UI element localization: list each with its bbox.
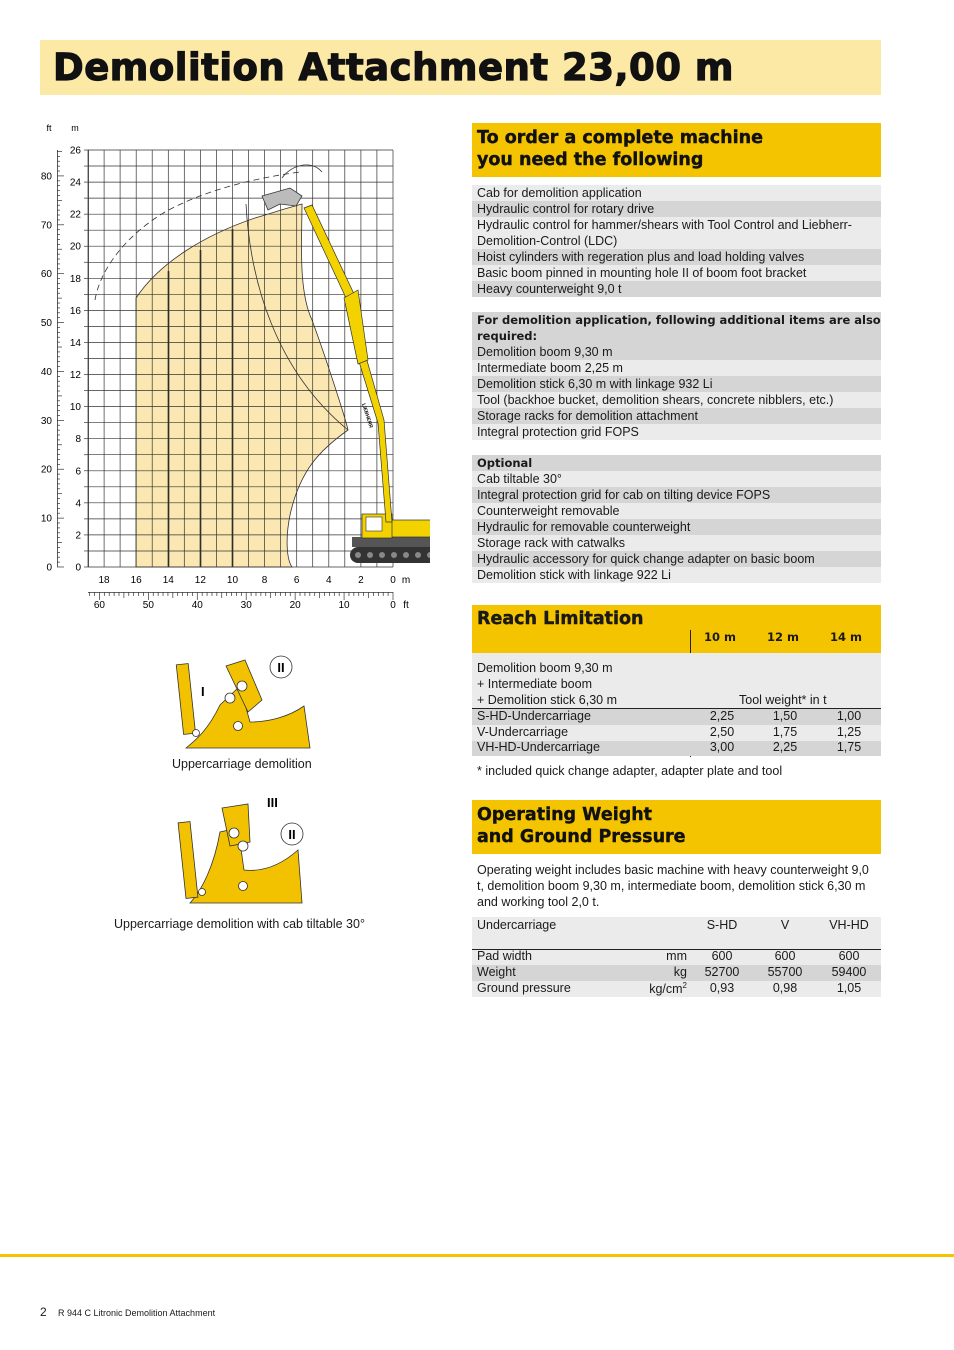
operating-value: 0,98 — [772, 981, 798, 995]
x-m-tick-label: 18 — [98, 575, 110, 586]
list-item: Demolition stick 6,30 m with linkage 932 Li — [472, 376, 881, 392]
x-m-tick-label: 10 — [226, 575, 239, 586]
x-m-tick-label: 0 — [390, 575, 396, 586]
reach-value: 2,25 — [772, 740, 798, 754]
list-item: Cab for demolition application — [472, 185, 881, 201]
x-ft-tick-label: 50 — [142, 600, 154, 611]
footer-rule — [0, 1254, 954, 1257]
reach-row-label: VH-HD-Undercarriage — [477, 740, 600, 754]
operating-header-label: Undercarriage — [477, 918, 557, 932]
operating-heading-line2: and Ground Pressure — [477, 827, 686, 847]
x-ft-tick-label: 40 — [191, 600, 203, 611]
x-m-tick-label: 2 — [358, 575, 364, 586]
list-item: Storage racks for demolition attachment — [472, 408, 881, 424]
operating-description: Operating weight includes basic machine with heavy counterweight 9,0 t, demolition boom 9,30 m, intermediate boom, demolition stick 6,30 m and working tool 2,0 t. — [477, 863, 869, 909]
list-item: Demolition boom 9,30 m — [472, 344, 881, 360]
reach-value: 1,25 — [836, 725, 862, 739]
operating-row-label: Ground pressure — [477, 981, 571, 995]
list-item: Hydraulic control for hammer/shears with Tool Control and Liebherr-Demolition-Control (LDC) — [472, 217, 881, 249]
y-m-tick-label: 24 — [69, 177, 81, 189]
pin-II — [237, 681, 247, 691]
y-ft-tick-label: 60 — [40, 269, 52, 281]
pin-II — [238, 841, 248, 851]
list-item: Cab tiltable 30° — [472, 471, 881, 487]
uppercarriage — [388, 520, 430, 537]
y-m-tick-label: 14 — [69, 337, 81, 349]
operating-value: 600 — [774, 949, 796, 963]
title-band — [40, 40, 881, 95]
operating-row-unit: kg — [673, 965, 687, 979]
undercarriage — [352, 537, 430, 547]
additional-list — [472, 312, 881, 440]
y-ft-tick-label: 40 — [40, 366, 52, 378]
operating-row-label: Weight — [477, 965, 516, 979]
y-ft-tick-label: 10 — [40, 513, 52, 525]
operating-row-unit: mm — [666, 949, 687, 963]
operating-row-unit: kg/cm — [649, 982, 683, 997]
x-ft-labels — [94, 600, 396, 611]
list-item: Storage rack with catwalks — [472, 535, 881, 551]
operating-col-header: V — [780, 918, 790, 932]
operating-col-header: VH-HD — [829, 918, 869, 932]
reach-value: 1,50 — [772, 709, 798, 723]
list-item: Tool (backhoe bucket, demolition shears, concrete nibblers, etc.) — [472, 392, 881, 408]
y-ft-tick-label: 0 — [46, 562, 52, 574]
working-range-diagram — [30, 115, 430, 615]
top-arc — [282, 165, 322, 178]
pin-I — [225, 693, 235, 703]
y-m-tick-label: 26 — [69, 145, 81, 157]
operating-heading — [472, 800, 881, 848]
y-ft-labels — [41, 171, 53, 573]
list-item: Hoist cylinders with regeration plus and load holding valves — [472, 249, 881, 265]
list-item: Counterweight removable — [472, 503, 881, 519]
x-m-tick-label: 12 — [194, 575, 206, 586]
reach-col-14: 14 m — [830, 630, 862, 644]
list-item: Hydraulic control for rotary drive — [472, 201, 881, 217]
y-m-tick-label: 8 — [75, 434, 81, 446]
reach-value: 1,75 — [836, 740, 862, 754]
order-heading-line1: To order a complete machine — [477, 128, 763, 148]
list-item: Integral protection grid for cab on tilting device FOPS — [472, 487, 881, 503]
operating-value: 1,05 — [836, 981, 862, 995]
list-item: Intermediate boom 2,25 m — [472, 360, 881, 376]
cab-window — [366, 517, 382, 531]
reach-value: 2,50 — [709, 725, 735, 739]
list-item: Hydraulic accessory for quick change adapter on basic boom — [472, 551, 881, 567]
pin-lower — [234, 722, 243, 731]
order-heading — [472, 123, 881, 171]
label-II: II — [288, 827, 296, 842]
label-II: II — [277, 660, 285, 675]
reach-value: 1,75 — [772, 725, 798, 739]
arm-piece — [178, 822, 198, 899]
x-ft-tick-label: 0 — [390, 600, 396, 611]
y-ft-tick-label: 70 — [40, 220, 52, 232]
operating-row-unit-sup: 2 — [682, 981, 687, 990]
pin-lower — [239, 882, 248, 891]
additional-heading: For demolition application, following additional items are also required: — [472, 312, 881, 344]
y-ft-tick-label: 30 — [40, 415, 52, 427]
reach-config-line2: + Intermediate boom — [477, 677, 592, 691]
x-m-unit: m — [401, 575, 411, 586]
operating-value: 600 — [711, 949, 733, 963]
list-item: Basic boom pinned in mounting hole II of boom foot bracket — [472, 265, 881, 281]
list-item: Hydraulic for removable counterweight — [472, 519, 881, 535]
y-m-tick-label: 22 — [69, 209, 81, 221]
page-title: Demolition Attachment 23,00 m — [53, 46, 734, 89]
reach-config-line1: Demolition boom 9,30 m — [477, 661, 613, 675]
y-m-tick-label: 16 — [69, 305, 81, 317]
uppercarriage-sketch — [170, 650, 320, 750]
pin-III — [229, 828, 239, 838]
pin-left — [199, 889, 206, 896]
reach-value: 1,00 — [836, 709, 862, 723]
operating-row-unit-wrap — [620, 981, 687, 996]
order-heading-line2: you need the following — [477, 150, 704, 170]
reach-config-line3: + Demolition stick 6,30 m — [477, 693, 617, 707]
order-header — [472, 123, 881, 177]
operating-header — [472, 800, 881, 854]
list-item: Demolition stick with linkage 922 Li — [472, 567, 881, 583]
operating-value: 52700 — [704, 965, 740, 979]
y-m-tick-label: 0 — [75, 562, 81, 574]
reach-heading: Reach Limitation — [477, 609, 644, 629]
m-unit-label: m — [71, 123, 79, 133]
uppercarriage-caption: Uppercarriage demolition — [172, 757, 312, 771]
operating-value: 59400 — [831, 965, 867, 979]
x-m-tick-label: 14 — [162, 575, 174, 586]
x-m-tick-label: 4 — [326, 575, 332, 586]
tiltable-sketch — [170, 795, 320, 905]
x-m-tick-label: 6 — [293, 575, 300, 586]
x-ft-tick-label: 10 — [338, 600, 350, 611]
y-m-tick-label: 6 — [75, 466, 81, 478]
optional-heading: Optional — [472, 455, 881, 471]
operating-value: 0,93 — [709, 981, 735, 995]
operating-value: 55700 — [767, 965, 803, 979]
x-ft-tick-label: 60 — [93, 600, 105, 611]
reach-value: 2,25 — [709, 709, 735, 723]
ft-unit-label: ft — [46, 123, 52, 133]
y-m-tick-label: 12 — [69, 370, 81, 382]
reach-unit-label: Tool weight* in t — [739, 693, 827, 707]
x-ft-unit: ft — [403, 600, 409, 611]
x-ticks — [90, 592, 393, 600]
operating-value: 600 — [838, 949, 860, 963]
reach-footnote: * included quick change adapter, adapter plate and tool — [477, 764, 783, 778]
reach-row-label: S-HD-Undercarriage — [477, 709, 591, 723]
operating-heading-line1: Operating Weight — [477, 805, 653, 825]
brand-text: LIEBHERR — [360, 402, 374, 429]
x-m-labels — [98, 575, 396, 586]
x-m-tick-label: 8 — [261, 575, 268, 586]
optional-list — [472, 455, 881, 583]
x-ft-tick-label: 20 — [289, 600, 301, 611]
y-m-tick-label: 4 — [75, 498, 81, 510]
list-item: Heavy counterweight 9,0 t — [472, 281, 881, 297]
reach-col-12: 12 m — [767, 630, 799, 644]
y-m-tick-label: 10 — [69, 402, 81, 414]
stick — [344, 290, 368, 364]
label-III: III — [267, 795, 278, 810]
reach-value: 3,00 — [709, 740, 735, 754]
operating-row-label: Pad width — [477, 949, 532, 963]
y-m-tick-label: 2 — [75, 530, 81, 542]
reach-row-label: V-Undercarriage — [477, 725, 569, 739]
pin-left — [193, 730, 200, 737]
y-ft-tick-label: 50 — [40, 318, 52, 330]
reach-header — [472, 605, 881, 653]
page-number: 2 — [40, 1305, 47, 1319]
arm-piece — [176, 664, 195, 735]
reach-col-10: 10 m — [704, 630, 736, 644]
order-list — [472, 185, 881, 297]
list-item: Integral protection grid FOPS — [472, 424, 881, 440]
x-m-tick-label: 16 — [130, 575, 142, 586]
operating-col-header: S-HD — [706, 918, 738, 932]
y-ft-tick-label: 20 — [40, 464, 52, 476]
footer-text: R 944 C Litronic Demolition Attachment — [58, 1308, 216, 1318]
x-ft-tick-label: 30 — [240, 600, 252, 611]
tiltable-caption: Uppercarriage demolition with cab tiltable 30° — [114, 917, 365, 931]
label-I: I — [201, 684, 205, 699]
y-m-tick-label: 20 — [69, 241, 81, 253]
y-m-labels — [70, 146, 82, 574]
y-ft-tick-label: 80 — [40, 171, 52, 183]
y-m-tick-label: 18 — [69, 273, 81, 285]
